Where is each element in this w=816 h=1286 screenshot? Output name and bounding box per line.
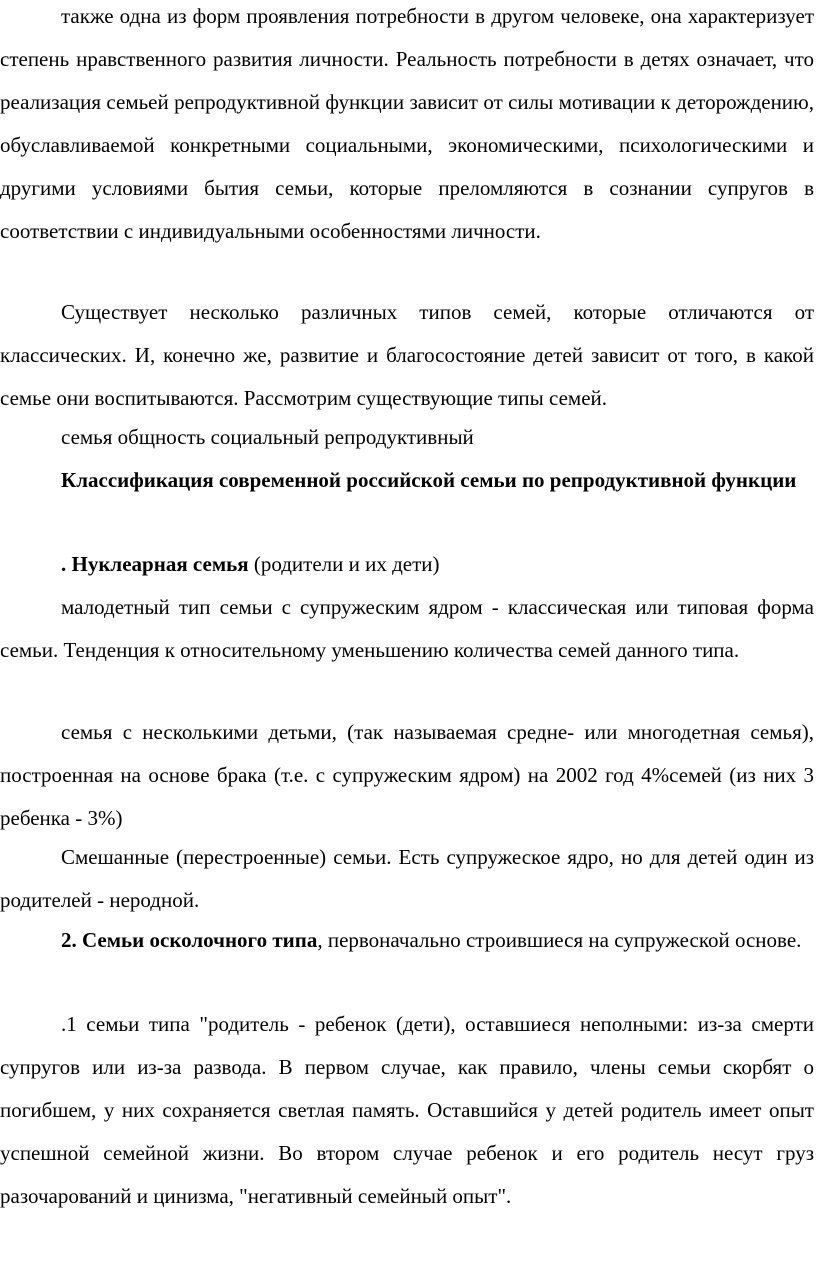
paragraph-single-parent: .1 семьи типа "родитель - ребенок (дети), оставшиеся неполными: из-за смерти супругов или из-за развода. В первом случае, как правило, члены семьи скорбят о погибшем, у них сохраняется светлая память. Оставшийся у детей родитель имеет опыт успешной семейной жизни. Во втором случае ребенок и его родитель несут груз разочарований и цинизма, "негативный семейный опыт".	[0, 1012, 814, 1208]
nuclear-family-label: . Нуклеарная семья	[61, 552, 249, 576]
paragraph-nuclear-family	[61, 543, 814, 586]
paragraph-large-family: семья с несколькими детьми, (так называемая средне- или многодетная семья), построенная на основе брака (т.е. с супружеским ядром) на 2002 год 4%семей (из них 3 ребенка - 3%)	[0, 720, 814, 830]
nuclear-family-desc: (родители и их дети)	[248, 552, 440, 576]
paragraph-fragmented-family	[0, 919, 814, 962]
paragraph-continuation: также одна из форм проявления потребности в другом человеке, она характеризует степень нравственного развития личности. Реальность потребности в детях означает, что реализация семьей репродуктивной функции зависит от силы мотивации к деторождению, обуславливаемой конкретными социальными, экономическими, психологическими и другими условиями бытия семьи, которые преломляются в сознании супругов в соответствии с индивидуальными особенностями личности.	[0, 4, 814, 243]
fragmented-family-label: 2. Семьи осколочного типа	[61, 928, 318, 952]
paragraph-keywords: семья общность социальный репродуктивный	[61, 425, 474, 449]
section-heading: Классификация современной российской семьи по репродуктивной функции	[61, 468, 797, 492]
fragmented-family-desc: , первоначально строившиеся на супружеской основе.	[317, 928, 802, 952]
paragraph-mixed-family: Смешанные (перестроенные) семьи. Есть супружеское ядро, но для детей один из родителей - неродной.	[0, 845, 814, 912]
paragraph-small-family: малодетный тип семьи с супружеским ядром - классическая или типовая форма семьи. Тенденция к относительному уменьшению количества семей данного типа.	[0, 595, 814, 662]
paragraph-family-types-intro: Существует несколько различных типов семей, которые отличаются от классических. И, конечно же, развитие и благосостояние детей зависит от того, в какой семье они воспитываются. Рассмотрим существующие типы семей.	[0, 300, 814, 410]
